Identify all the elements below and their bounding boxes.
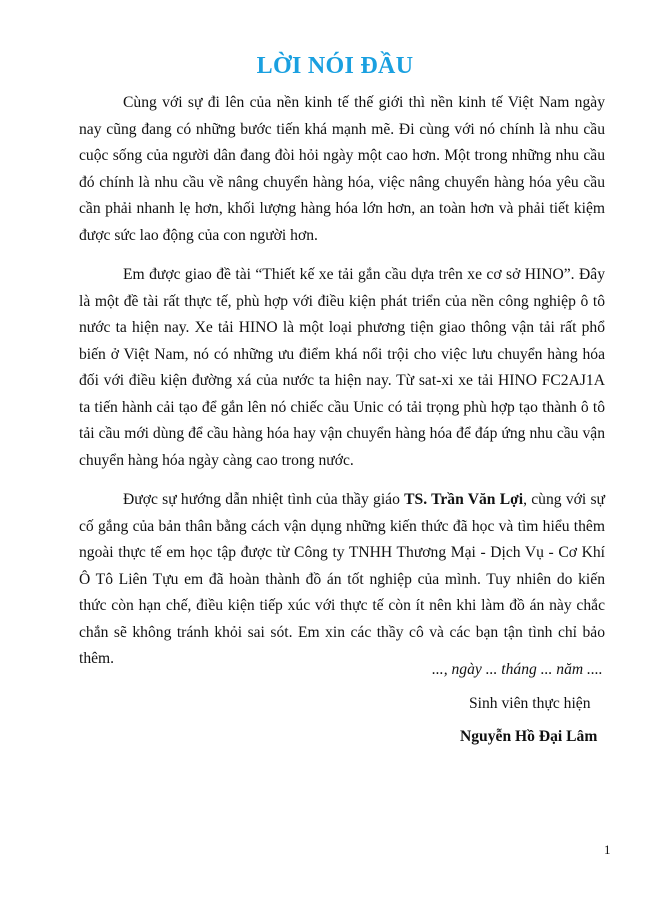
signature-date: ..., ngày ... tháng ... năm .... [432,661,603,678]
page-number: 1 [604,842,611,857]
signature-role: Sinh viên thực hiện [469,695,591,712]
signature-name: Nguyễn Hồ Đại Lâm [460,728,598,745]
advisor-name: TS. Trần Văn Lợi [404,491,524,508]
document-body [79,90,605,686]
ack-text-before: Được sự hướng dẫn nhiệt tình của thầy giáo [123,491,405,508]
page-title: LỜI NÓI ĐẦU [256,53,414,79]
paragraph-intro: Cùng với sự đi lên của nền kinh tế thế giới thì nền kinh tế Việt Nam ngày nay cũng đang có những bước tiến khá mạnh mẽ. Đi cùng với nó chính là nhu cầu cuộc sống của người dân đang đòi hỏi ngày một cao hơn. Một trong những nhu cầu đó chính là nhu cầu về nâng chuyển hàng hóa, việc nâng chuyển hàng hóa yêu cầu cần phải nhanh lẹ hơn, khối lượng hàng hóa lớn hơn, an toàn hơn và phải tiết kiệm được sức lao động của con người hơn. [79,94,605,244]
paragraph-acknowledgement [79,487,605,673]
paragraph-topic: Em được giao đề tài “Thiết kế xe tải gắn cầu dựa trên xe cơ sở HINO”. Đây là một đề tài rất thực tế, phù hợp với điều kiện phát triển của nền công nghiệp ô tô nước ta hiện nay. Xe tải HINO là một loại phương tiện giao thông vận tải rất phổ biến ở Việt Nam, nó có những ưu điểm khá nổi trội cho việc lưu chuyển hàng hóa đối với điều kiện đường xá của nước ta hiện nay. Từ sat-xi xe tải HINO FC2AJ1A ta tiến hành cải tạo để gắn lên nó chiếc cầu Unic có tải trọng phù hợp tạo thành ô tô tải cầu mới dùng để cầu hàng hóa hay vận chuyển hàng hóa để đáp ứng nhu cầu vận chuyển hàng hóa ngày càng cao trong nước. [79,266,605,469]
ack-text-after: , cùng với sự cố gắng của bản thân bằng cách vận dụng những kiến thức đã học và tìm hiểu thêm ngoài thực tế em học tập được từ Công ty TNHH Thương Mại - Dịch Vụ - Cơ Khí Ô Tô Liên Tựu em đã hoàn thành đồ án tốt nghiệp của mình. Tuy nhiên do kiến thức còn hạn chế, điều kiện tiếp xúc với thực tế còn ít nên khi làm đồ án này chắc chắn sẽ không tránh khỏi sai sót. Em xin các thầy cô và các bạn tận tình chỉ bảo thêm. [79,491,605,667]
